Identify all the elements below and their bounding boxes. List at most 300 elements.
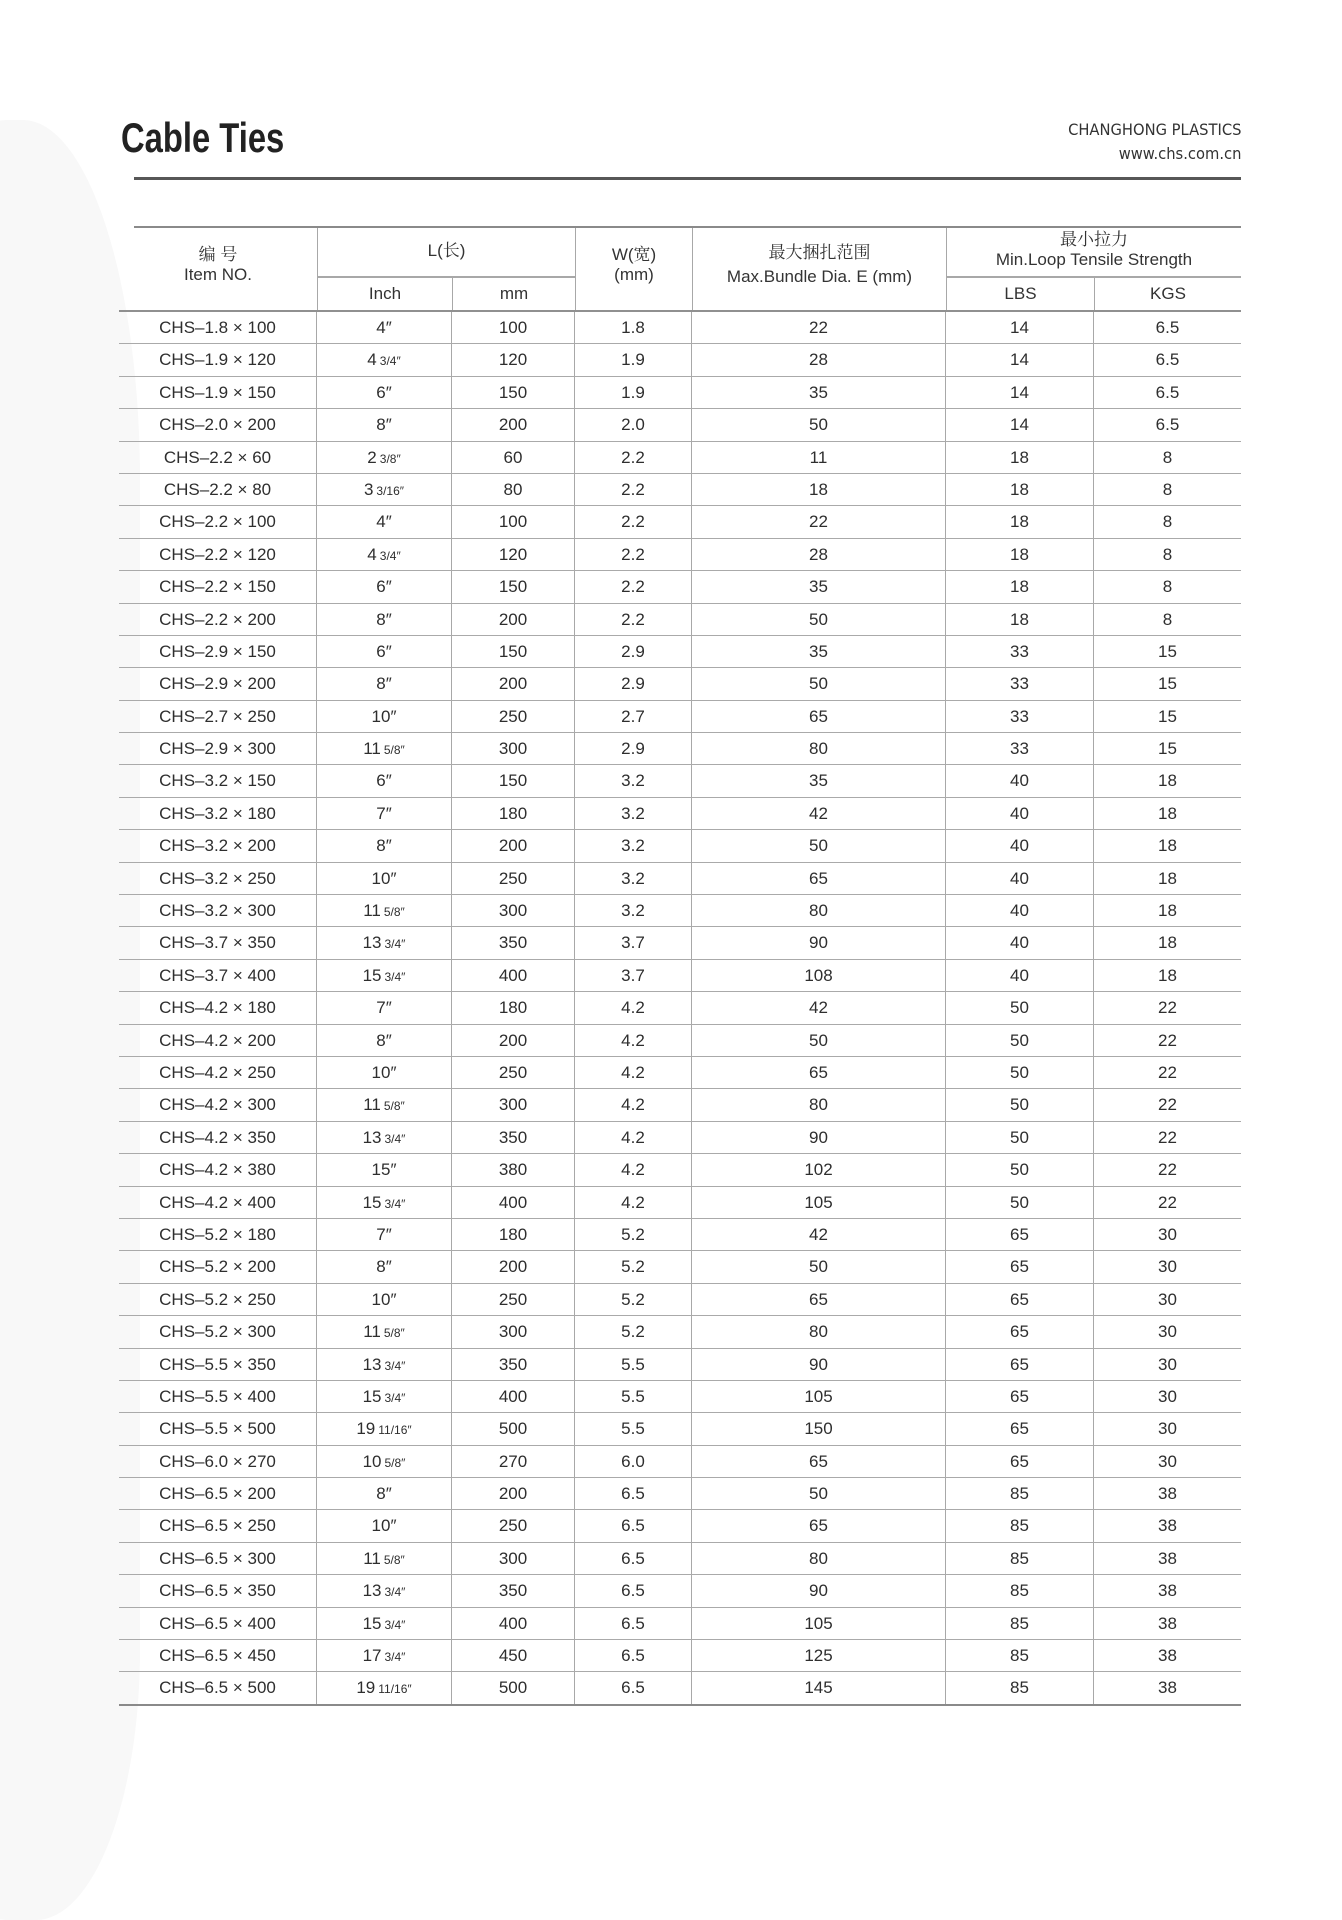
length-inch-cell (317, 1478, 452, 1509)
width-cell: 3.7 (575, 927, 692, 958)
tensile-kgs-cell: 38 (1158, 1613, 1177, 1633)
length-mm-cell: 200 (452, 668, 575, 699)
length-inch-cell (317, 830, 452, 861)
bundle-dia-cell: 35 (692, 765, 946, 796)
tensile-lbs-cell: 50 (946, 1122, 1094, 1153)
item-no-cell: CHS–5.2 × 250 (119, 1284, 317, 1315)
table-row (119, 636, 1241, 668)
header-bundle (693, 243, 946, 287)
inch-fraction: 3/8″ (379, 451, 401, 466)
width-cell: 3.2 (575, 895, 692, 926)
length-inch-cell (317, 1640, 452, 1671)
item-no-cell: CHS–5.2 × 180 (119, 1219, 317, 1250)
width-cell: 1.9 (575, 344, 692, 375)
inch-fraction: 3/4″ (384, 937, 406, 952)
item-no-cell: CHS–4.2 × 200 (119, 1025, 317, 1056)
tensile-lbs-cell: 65 (946, 1349, 1094, 1380)
item-no-cell: CHS–6.5 × 450 (119, 1640, 317, 1671)
length-inch-cell (317, 1316, 452, 1347)
tensile-lbs-cell: 33 (946, 668, 1094, 699)
inch-whole: 13 (362, 1127, 382, 1147)
item-no-cell: CHS–6.0 × 270 (119, 1446, 317, 1477)
inch-whole: 7″ (376, 1224, 392, 1244)
inch-whole: 8″ (376, 1030, 392, 1050)
length-inch-cell (317, 409, 452, 440)
inch-whole: 15 (362, 1386, 382, 1406)
table-row (119, 1122, 1241, 1154)
inch-whole: 3 (363, 479, 374, 499)
table-row (119, 863, 1241, 895)
tensile-kgs-cell: 38 (1158, 1484, 1177, 1504)
width-cell: 2.9 (575, 636, 692, 667)
table-row (119, 442, 1241, 474)
length-mm-cell: 400 (452, 1381, 575, 1412)
length-inch-cell (317, 571, 452, 602)
inch-fraction: 11/16″ (378, 1682, 412, 1697)
length-mm-cell: 350 (452, 1349, 575, 1380)
tensile-kgs-cell: 30 (1158, 1354, 1177, 1374)
item-no-cell: CHS–6.5 × 250 (119, 1510, 317, 1541)
inch-whole: 11 (363, 1548, 381, 1568)
table-row (119, 344, 1241, 376)
width-cell: 6.5 (575, 1478, 692, 1509)
inch-whole: 10 (362, 1451, 382, 1471)
header-kgs: KGS (1150, 284, 1186, 303)
length-inch-cell (317, 604, 452, 635)
tensile-lbs-cell: 14 (946, 312, 1094, 343)
header-tensile (947, 230, 1241, 270)
width-cell: 2.2 (575, 442, 692, 473)
tensile-lbs-cell: 50 (946, 1187, 1094, 1218)
inch-whole: 8″ (376, 1257, 392, 1277)
item-no-cell: CHS–5.2 × 300 (119, 1316, 317, 1347)
header-width-cn: W(宽) (611, 245, 657, 264)
width-cell: 6.5 (575, 1608, 692, 1639)
header-bundle-cn: 最大捆扎范围 (768, 243, 871, 262)
item-no-cell: CHS–4.2 × 300 (119, 1089, 317, 1120)
tensile-kgs-cell: 30 (1158, 1289, 1177, 1309)
length-mm-cell: 180 (452, 1219, 575, 1250)
table-row (119, 1381, 1241, 1413)
inch-fraction: 3/4″ (379, 354, 401, 369)
bundle-dia-cell: 102 (692, 1154, 946, 1185)
length-inch-cell (317, 668, 452, 699)
length-mm-cell: 400 (452, 1608, 575, 1639)
inch-fraction: 3/4″ (384, 1358, 406, 1373)
tensile-kgs-cell: 38 (1158, 1581, 1177, 1601)
item-no-cell: CHS–4.2 × 350 (119, 1122, 317, 1153)
table-row (119, 312, 1241, 344)
header-width (576, 245, 692, 285)
item-no-cell: CHS–2.2 × 200 (119, 604, 317, 635)
width-cell: 4.2 (575, 992, 692, 1023)
length-inch-cell (317, 733, 452, 764)
table-row (119, 1219, 1241, 1251)
inch-whole: 10″ (371, 1516, 397, 1536)
company-website: www.chs.com.cn (1118, 144, 1241, 163)
length-mm-cell: 350 (452, 927, 575, 958)
header-tensile-cn: 最小拉力 (1060, 230, 1128, 249)
inch-whole: 7″ (376, 998, 392, 1018)
table-row (119, 1154, 1241, 1186)
length-inch-cell (317, 1381, 452, 1412)
tensile-kgs-cell: 22 (1158, 1127, 1177, 1147)
tensile-lbs-cell: 50 (946, 1025, 1094, 1056)
inch-whole: 4″ (376, 512, 392, 532)
tensile-kgs-cell: 8 (1162, 544, 1173, 564)
tensile-kgs-cell: 18 (1158, 803, 1177, 823)
tensile-lbs-cell: 18 (946, 506, 1094, 537)
table-row (119, 1316, 1241, 1348)
tensile-kgs-cell: 8 (1162, 577, 1173, 597)
bundle-dia-cell: 90 (692, 1122, 946, 1153)
tensile-lbs-cell: 14 (946, 409, 1094, 440)
tensile-kgs-cell: 8 (1162, 512, 1173, 532)
inch-whole: 4 (367, 544, 377, 564)
bundle-dia-cell: 105 (692, 1381, 946, 1412)
item-no-cell: CHS–4.2 × 250 (119, 1057, 317, 1088)
length-mm-cell: 250 (452, 863, 575, 894)
width-cell: 4.2 (575, 1154, 692, 1185)
inch-fraction: 3/4″ (384, 1390, 406, 1405)
table-row (119, 1349, 1241, 1381)
tensile-lbs-cell: 65 (946, 1381, 1094, 1412)
length-inch-cell (317, 312, 452, 343)
item-no-cell: CHS–2.9 × 200 (119, 668, 317, 699)
tensile-lbs-cell: 40 (946, 863, 1094, 894)
width-cell: 2.0 (575, 409, 692, 440)
length-mm-cell: 150 (452, 765, 575, 796)
table-row (119, 1284, 1241, 1316)
tensile-kgs-cell: 15 (1158, 674, 1177, 694)
item-no-cell: CHS–3.7 × 350 (119, 927, 317, 958)
bundle-dia-cell: 105 (692, 1608, 946, 1639)
bundle-dia-cell: 90 (692, 927, 946, 958)
tensile-lbs-cell: 18 (946, 442, 1094, 473)
tensile-kgs-cell: 30 (1158, 1451, 1177, 1471)
item-no-cell: CHS–5.5 × 350 (119, 1349, 317, 1380)
length-mm-cell: 200 (452, 1251, 575, 1282)
length-mm-cell: 80 (452, 474, 575, 505)
table-row (119, 830, 1241, 862)
inch-whole: 7″ (376, 803, 392, 823)
inch-fraction: 3/4″ (384, 1131, 406, 1146)
bundle-dia-cell: 35 (692, 377, 946, 408)
item-no-cell: CHS–3.2 × 250 (119, 863, 317, 894)
length-inch-cell (317, 506, 452, 537)
width-cell: 5.2 (575, 1316, 692, 1347)
inch-fraction: 3/4″ (379, 548, 401, 563)
length-inch-cell (317, 1446, 452, 1477)
tensile-kgs-cell: 8 (1162, 447, 1173, 467)
item-no-cell: CHS–5.5 × 500 (119, 1413, 317, 1444)
length-mm-cell: 450 (452, 1640, 575, 1671)
length-mm-cell: 300 (452, 1316, 575, 1347)
inch-whole: 13 (362, 933, 382, 953)
tensile-lbs-cell: 85 (946, 1640, 1094, 1671)
length-inch-cell (317, 960, 452, 991)
tensile-kgs-cell: 18 (1158, 901, 1177, 921)
width-cell: 6.5 (575, 1543, 692, 1574)
table-row (119, 798, 1241, 830)
width-cell: 6.5 (575, 1640, 692, 1671)
tensile-kgs-cell: 30 (1158, 1419, 1177, 1439)
table-row (119, 474, 1241, 506)
bundle-dia-cell: 50 (692, 1025, 946, 1056)
width-cell: 6.5 (575, 1510, 692, 1541)
inch-whole: 8″ (376, 674, 392, 694)
tensile-kgs-cell: 38 (1158, 1548, 1177, 1568)
length-mm-cell: 200 (452, 830, 575, 861)
item-no-cell: CHS–2.0 × 200 (119, 409, 317, 440)
table-body (119, 310, 1241, 1706)
width-cell: 4.2 (575, 1057, 692, 1088)
width-cell: 2.2 (575, 539, 692, 570)
item-no-cell: CHS–3.2 × 150 (119, 765, 317, 796)
width-cell: 5.2 (575, 1219, 692, 1250)
tensile-lbs-cell: 40 (946, 960, 1094, 991)
bundle-dia-cell: 11 (692, 442, 946, 473)
length-inch-cell (317, 992, 452, 1023)
length-mm-cell: 250 (452, 1284, 575, 1315)
tensile-lbs-cell: 40 (946, 895, 1094, 926)
inch-whole: 10″ (371, 868, 397, 888)
tensile-kgs-cell: 15 (1158, 641, 1177, 661)
tensile-kgs-cell: 38 (1158, 1678, 1177, 1698)
bundle-dia-cell: 80 (692, 1089, 946, 1120)
bundle-dia-cell: 50 (692, 668, 946, 699)
table-row (119, 733, 1241, 765)
length-mm-cell: 120 (452, 344, 575, 375)
inch-whole: 6″ (376, 382, 392, 402)
table-row (119, 1608, 1241, 1640)
table-row (119, 895, 1241, 927)
width-cell: 2.9 (575, 733, 692, 764)
tensile-kgs-cell: 6.5 (1155, 318, 1180, 337)
tensile-lbs-cell: 33 (946, 636, 1094, 667)
item-no-cell: CHS–1.8 × 100 (119, 312, 317, 343)
bundle-dia-cell: 145 (692, 1672, 946, 1703)
item-no-cell: CHS–5.2 × 200 (119, 1251, 317, 1282)
width-cell: 3.2 (575, 765, 692, 796)
inch-whole: 11 (363, 1095, 381, 1115)
inch-whole: 10″ (371, 706, 397, 726)
tensile-kgs-cell: 22 (1158, 1062, 1177, 1082)
tensile-lbs-cell: 18 (946, 604, 1094, 635)
inch-whole: 10″ (371, 1062, 397, 1082)
width-cell: 3.2 (575, 830, 692, 861)
tensile-kgs-cell: 30 (1158, 1224, 1177, 1244)
bundle-dia-cell: 105 (692, 1187, 946, 1218)
length-inch-cell (317, 1122, 452, 1153)
company-info (1068, 118, 1241, 166)
tensile-kgs-cell: 6.5 (1155, 382, 1180, 402)
inch-whole: 11 (363, 1322, 381, 1342)
table-row (119, 927, 1241, 959)
width-cell: 1.9 (575, 377, 692, 408)
length-mm-cell: 120 (452, 539, 575, 570)
width-cell: 5.5 (575, 1349, 692, 1380)
length-mm-cell: 300 (452, 895, 575, 926)
inch-whole: 8″ (376, 609, 392, 629)
length-mm-cell: 400 (452, 960, 575, 991)
bundle-dia-cell: 90 (692, 1349, 946, 1380)
item-no-cell: CHS–6.5 × 400 (119, 1608, 317, 1639)
tensile-lbs-cell: 14 (946, 344, 1094, 375)
length-inch-cell (317, 1575, 452, 1606)
item-no-cell: CHS–1.9 × 150 (119, 377, 317, 408)
bundle-dia-cell: 50 (692, 1251, 946, 1282)
cable-ties-spec-table (119, 226, 1241, 1706)
header-subdivider (947, 276, 1241, 278)
tensile-kgs-cell: 8 (1162, 479, 1173, 499)
tensile-lbs-cell: 33 (946, 733, 1094, 764)
length-mm-cell: 100 (452, 312, 575, 343)
inch-whole: 8″ (376, 415, 392, 435)
length-mm-cell: 180 (452, 992, 575, 1023)
bundle-dia-cell: 80 (692, 1543, 946, 1574)
table-row (119, 1510, 1241, 1542)
tensile-kgs-cell: 18 (1158, 933, 1177, 953)
width-cell: 3.2 (575, 798, 692, 829)
tensile-lbs-cell: 85 (946, 1575, 1094, 1606)
length-inch-cell (317, 1510, 452, 1541)
inch-whole: 6″ (376, 771, 392, 791)
item-no-cell: CHS–4.2 × 400 (119, 1187, 317, 1218)
length-inch-cell (317, 1251, 452, 1282)
inch-whole: 10″ (371, 1289, 397, 1309)
tensile-kgs-cell: 22 (1158, 1192, 1177, 1212)
inch-whole: 11 (363, 739, 381, 759)
bundle-dia-cell: 22 (692, 506, 946, 537)
width-cell: 2.2 (575, 474, 692, 505)
width-cell: 5.2 (575, 1251, 692, 1282)
length-mm-cell: 200 (452, 604, 575, 635)
table-header (134, 226, 1241, 310)
bundle-dia-cell: 65 (692, 1446, 946, 1477)
table-row (119, 1640, 1241, 1672)
item-no-cell: CHS–2.2 × 80 (119, 474, 317, 505)
length-inch-cell (317, 474, 452, 505)
header-tensile-en: Min.Loop Tensile Strength (995, 250, 1193, 269)
table-row (119, 377, 1241, 409)
header-length: L(长) (427, 241, 466, 260)
length-mm-cell: 100 (452, 506, 575, 537)
width-cell: 2.9 (575, 668, 692, 699)
bundle-dia-cell: 50 (692, 830, 946, 861)
length-inch-cell (317, 1057, 452, 1088)
width-cell: 5.5 (575, 1381, 692, 1412)
table-row (119, 701, 1241, 733)
tensile-lbs-cell: 33 (946, 701, 1094, 732)
tensile-lbs-cell: 65 (946, 1316, 1094, 1347)
inch-whole: 2 (367, 447, 377, 467)
inch-whole: 6″ (376, 641, 392, 661)
tensile-kgs-cell: 6.5 (1155, 415, 1180, 435)
tensile-kgs-cell: 22 (1158, 1030, 1177, 1050)
item-no-cell: CHS–4.2 × 180 (119, 992, 317, 1023)
inch-whole: 19 (356, 1419, 376, 1439)
tensile-kgs-cell: 30 (1158, 1322, 1177, 1342)
tensile-lbs-cell: 65 (946, 1284, 1094, 1315)
table-row (119, 1543, 1241, 1575)
bundle-dia-cell: 65 (692, 1510, 946, 1541)
inch-whole: 4 (367, 350, 377, 370)
tensile-lbs-cell: 50 (946, 992, 1094, 1023)
bundle-dia-cell: 65 (692, 1284, 946, 1315)
width-cell: 6.5 (575, 1575, 692, 1606)
length-inch-cell (317, 1672, 452, 1703)
inch-fraction: 3/4″ (384, 1585, 406, 1600)
inch-fraction: 11/16″ (378, 1423, 412, 1438)
tensile-kgs-cell: 38 (1158, 1516, 1177, 1536)
item-no-cell: CHS–3.2 × 200 (119, 830, 317, 861)
width-cell: 6.0 (575, 1446, 692, 1477)
tensile-kgs-cell: 22 (1158, 1095, 1177, 1115)
length-inch-cell (317, 701, 452, 732)
table-row (119, 1413, 1241, 1445)
bundle-dia-cell: 80 (692, 895, 946, 926)
table-row (119, 1672, 1241, 1705)
inch-fraction: 5/8″ (383, 743, 405, 758)
length-inch-cell (317, 539, 452, 570)
length-mm-cell: 300 (452, 1543, 575, 1574)
length-inch-cell (317, 1154, 452, 1185)
header-length-inch: Inch (368, 284, 402, 303)
length-mm-cell: 250 (452, 1057, 575, 1088)
page-title: Cable Ties (121, 114, 285, 161)
header-bundle-en: Max.Bundle Dia. E (mm) (726, 267, 913, 286)
item-no-cell: CHS–2.2 × 60 (119, 442, 317, 473)
item-no-cell: CHS–2.2 × 100 (119, 506, 317, 537)
length-inch-cell (317, 1219, 452, 1250)
length-mm-cell: 250 (452, 1510, 575, 1541)
table-row (119, 668, 1241, 700)
table-row (119, 1575, 1241, 1607)
inch-fraction: 5/8″ (383, 1552, 405, 1567)
inch-fraction: 3/16″ (376, 483, 405, 498)
tensile-lbs-cell: 18 (946, 474, 1094, 505)
tensile-kgs-cell: 18 (1158, 868, 1177, 888)
length-inch-cell (317, 798, 452, 829)
inch-whole: 8″ (376, 836, 392, 856)
inch-fraction: 3/4″ (384, 1196, 406, 1211)
tensile-lbs-cell: 40 (946, 830, 1094, 861)
tensile-lbs-cell: 50 (946, 1089, 1094, 1120)
bundle-dia-cell: 50 (692, 1478, 946, 1509)
length-inch-cell (317, 1089, 452, 1120)
length-inch-cell (317, 1187, 452, 1218)
tensile-lbs-cell: 40 (946, 798, 1094, 829)
width-cell: 3.2 (575, 863, 692, 894)
table-row (119, 539, 1241, 571)
table-row (119, 604, 1241, 636)
length-inch-cell (317, 344, 452, 375)
length-mm-cell: 200 (452, 1025, 575, 1056)
bundle-dia-cell: 80 (692, 1316, 946, 1347)
length-inch-cell (317, 895, 452, 926)
table-row (119, 506, 1241, 538)
bundle-dia-cell: 108 (692, 960, 946, 991)
tensile-kgs-cell: 30 (1158, 1257, 1177, 1277)
inch-whole: 13 (362, 1581, 382, 1601)
inch-whole: 19 (356, 1678, 376, 1698)
tensile-kgs-cell: 18 (1158, 771, 1177, 791)
width-cell: 2.7 (575, 701, 692, 732)
tensile-lbs-cell: 50 (946, 1154, 1094, 1185)
bundle-dia-cell: 42 (692, 798, 946, 829)
item-no-cell: CHS–2.2 × 150 (119, 571, 317, 602)
